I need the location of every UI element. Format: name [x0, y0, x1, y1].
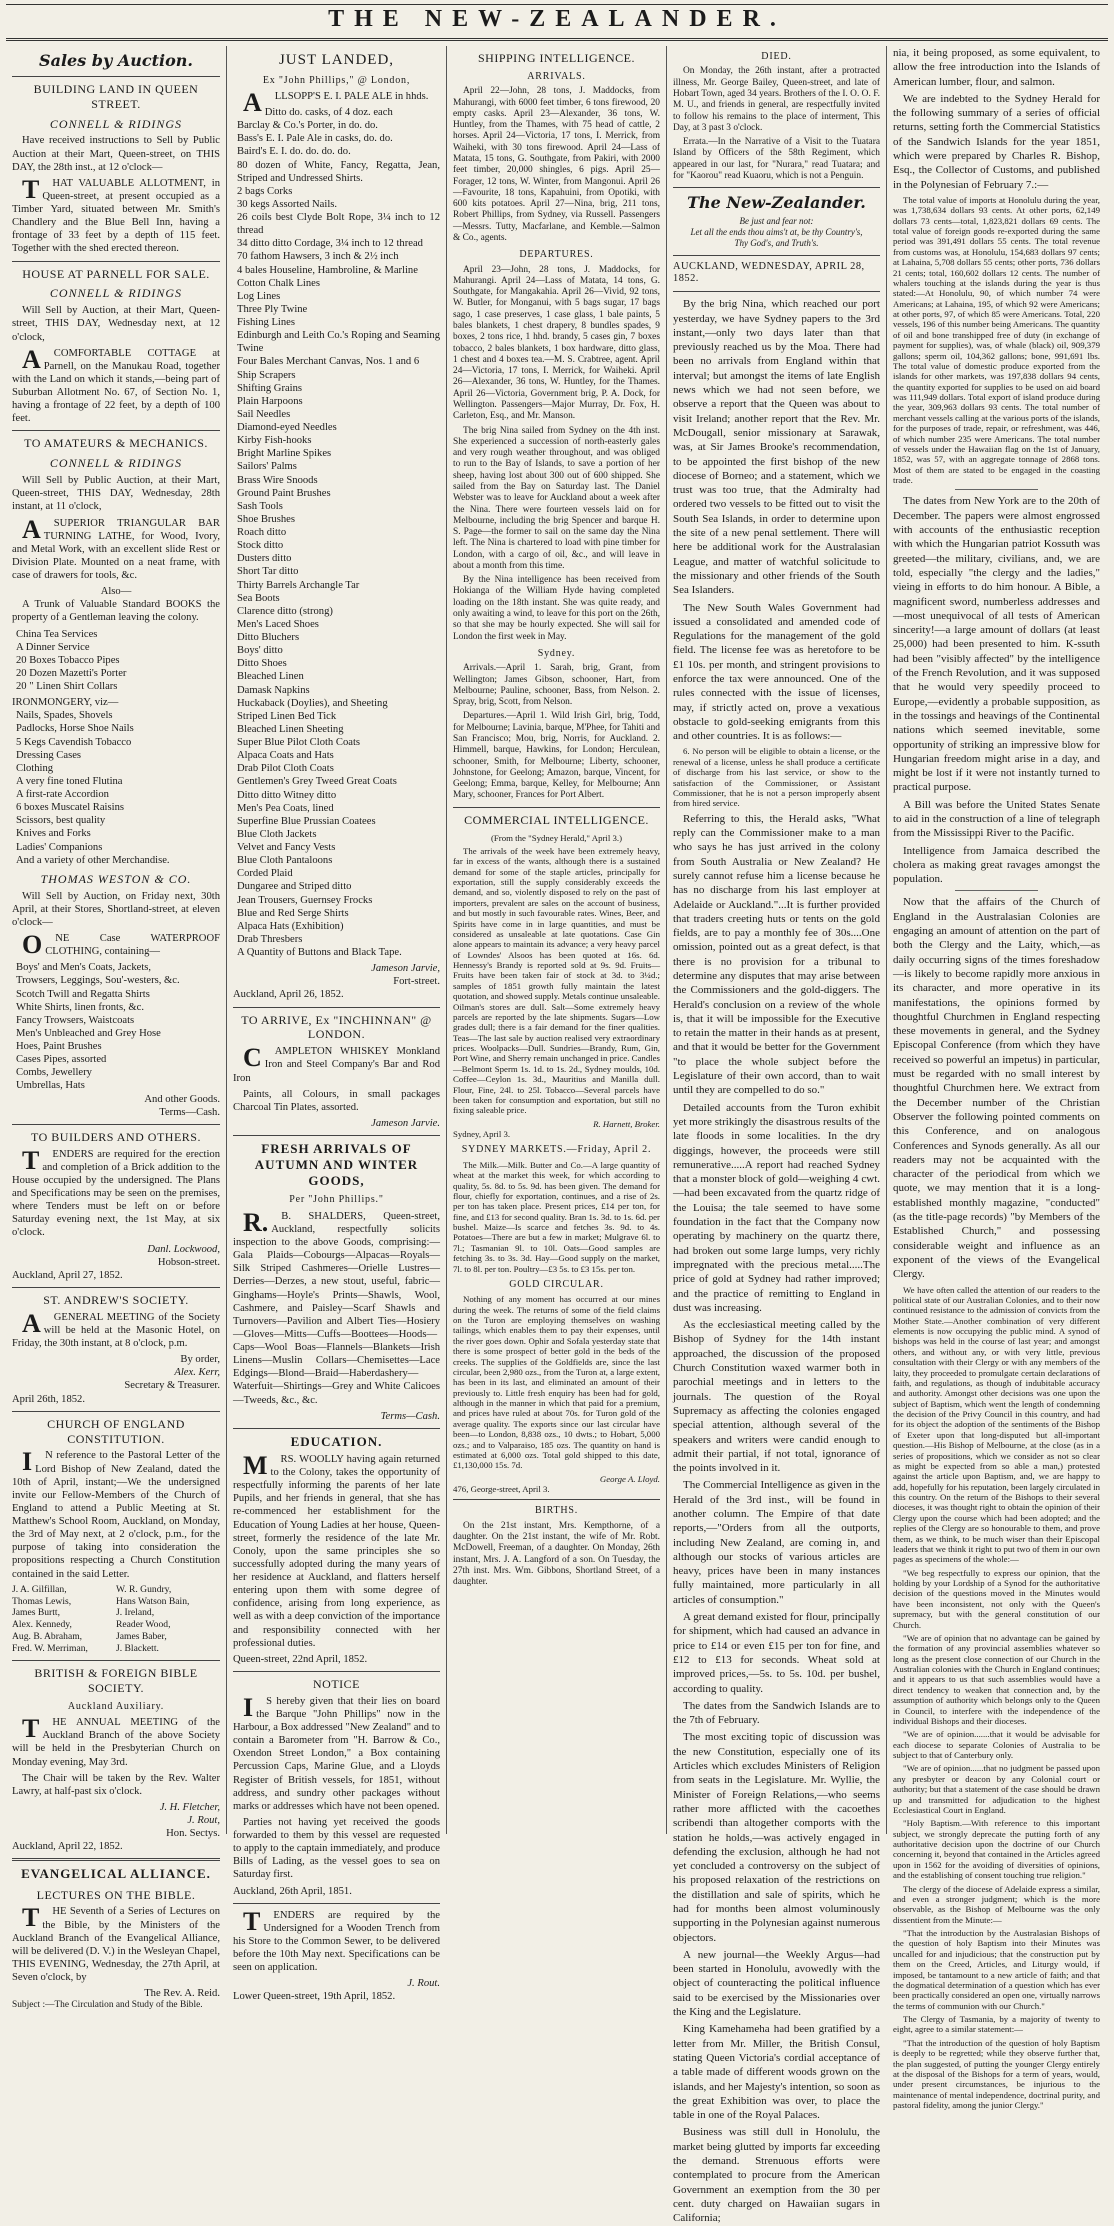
column-1	[6, 46, 226, 2011]
lathe-text: ASUPERIOR TRIANGULAR BAR TURNING LATHE, for Wood, Ivory, and Metal Work, with an excellent slide Rest or Division Plate. Mounted on a neat frame, with case of drawers for tools, &c.	[12, 514, 220, 582]
signature: R. Harnett, Broker.	[593, 1118, 660, 1129]
statistics-text: The total value of imports at Honolulu during the year, was 1,738,634 dollars 93 cents. At other ports, 62,149 dollars 73 cents—total, 1,823,821 dollars 69 cents. The total value of foreign goods re-exported during the same period was 391,491 dollars 55 cents. The total revenue from customs was, at Honolulu, 154,683 dollars 97 cents; at Lahaina, 5,708 dollars 55 cents; other ports, 736 dollars 21 cents; total, 160,602 dollars 12 cents. The number of whalers touching at the islands during the year is thus stated:—At Honolulu, 90, of which number 74 were Americans; at Lahaina, 195, of which 92 were Americans; at other ports, 97, of which 85 were Americans. Total, 220 vessels, 196 of this number being Americans. The quantity of oil and bone transhipped free of duty (in exchange of payment for supplies), was, of whale (black) oil, 909,379 gallons; sperm oil, 104,362 gallons; bone, 991,691 lbs. The total value of domestic produce exported from the islands for other markets, was 197,838 dollars 94 cents, the quantity exported for supplies to be used on aid board was 111,949 dollars. Total export of island produce during the year, 309,963 dollars 93 cents. The total number of merchant vessels calling at the various ports of the islands, for the purposes of trade, repair, or refreshment, was 446, of which number 235 were Americans. The total number of vessels under the Hawaiian flag on the 1st of January, 1852, was 57, with an aggregate tonnage of 2868 tons. Most of them are stated to be engaged in the coasting trade.	[893, 194, 1100, 486]
list-item: Log Lines	[237, 290, 281, 302]
leader-paragraph: The most exciting topic of discussion was the new Constitution, especially one of its Articles which excludes Ministers of Religion from seats in the Legislature. Mr. Wyllie, the Minister of Foreign Relations,—who seems rather more afflicted with the cacoethes scribendi than altogether comports with the station he holds,—was actively engaged in defending the exclusion, although he had not yet concluded a controversy on the subject of his proposed relaxation of the restrictions on the distillation and sale of spirits, which he had for months been almost voluminously supporting in the Polynesian against numerous objectors.	[673, 1731, 880, 1944]
china-list	[12, 628, 220, 694]
list-item: Men's Unbleached and Grey Hose	[16, 1027, 161, 1039]
lectures-heading: LECTURES ON THE BIBLE.	[36, 1887, 196, 1902]
signature-title: Secretary & Treasurer.	[124, 1380, 220, 1392]
list-item: 30 kegs Assorted Nails.	[237, 198, 338, 210]
divider	[673, 291, 880, 292]
trunk-text: A Trunk of Valuable Standard BOOKS the property of a Gentleman leaving the colony.	[12, 599, 220, 624]
sydney-arrivals: Arrivals.—April 1. Sarah, brig, Grant, from Wellington; James Gibson, schooner, Hart, from Melbourne; Pauline, schooner, Bass, from Nelson. 2. Spray, brig, Scott, from Nelson.	[453, 663, 660, 708]
signatory: James Burtt,	[12, 1607, 60, 1619]
leader-paragraph: The New South Wales Government had issued a consolidated and amended code of Regulations for the management of the gold field. The license fee was as heretofore to be £1 10s. per month, and stringent provisions to enforce the tax were announced. One of the rules connected with the issue of licenses, may, if strictly acted on, prove a vexatious obstacle to gold-seeking emigrants from this and other countries. It is as follows:—	[673, 601, 880, 743]
gold-text: Nothing of any moment has occurred at our mines during the week. The returns of some of the field claims on the Turon are employing themselves on washing tailings, which enables them to pay their expenses, until the river goes down. Ophir and Sofala yesterday state that there is some prospect of better gold in the beds of the creeks. The supplies of the Goldfields are, since the last circular, been 2,980 ozs., from the Turon at, a large extent, has been in its last, and eliminated an amount of their previously to. Little fresh enquiry has been had for gold, although in the manner in which that paid for a premium, and prices have ruled at about 70s. for Turon gold of the average quality. The exports since our last circular have been—to London, 8,838 ozs., 10 dwts.; to Hobart, 5,000 ozs.; and to Valparaiso, 185 ozs. The quantity on hand is estimated at 6,000 ozs. Total gold shipped to this date, £1,130,000 15s. 7d.	[453, 1294, 660, 1471]
address: Hobson-street.	[157, 1256, 220, 1268]
divider	[673, 187, 880, 188]
died-heading: DIED.	[761, 51, 792, 62]
arrive-heading: TO ARRIVE, Ex "INCHINNAN" @ LONDON.	[241, 1012, 432, 1042]
motto-line: Thy God's, and Truth's.	[734, 238, 819, 249]
leader-paragraph: The dates from the Sandwich Islands are to the 7th of February.	[673, 1699, 880, 1727]
builders-text: TENDERS are required for the erection and completion of a Brick addition to the House occupied by the undersigned. The Plans and Specifications may be seen on the premises, where Tenders must be left on or before Saturday evening next, the 1st May, at six o'clock.	[12, 1145, 220, 1239]
list-item: Knives and Forks	[16, 828, 91, 840]
list-item: Corded Plaid	[237, 868, 293, 880]
bible-chair-text: The Chair will be taken by the Rev. Walter Lawry, at half-past six o'clock.	[12, 1772, 220, 1797]
goods-list	[233, 106, 440, 959]
auctioneer-name: CONNELL & RIDINGS	[49, 286, 183, 301]
list-item: Ship Scrapers	[237, 369, 296, 381]
list-item: Sash Tools	[237, 500, 283, 512]
divider	[233, 1135, 440, 1136]
signatory: Reader Wood,	[116, 1619, 171, 1631]
dateline: Queen-street, 22nd April, 1852.	[233, 1653, 368, 1665]
signatory: James Baber,	[116, 1631, 167, 1643]
list-item: Sail Needles	[237, 408, 291, 420]
standrews-text: AGENERAL MEETING of the Society will be held at the Masonic Hotel, on Friday, the 30th instant, at 8 o'clock, p.m.	[12, 1308, 220, 1350]
leader-paragraph: A Bill was before the United States Senate to aid in the construction of a line of telegraph from the Mississippi River to the Pacific.	[893, 798, 1100, 840]
list-item: Alpaca Hats (Exhibition)	[237, 920, 344, 932]
list-item: Kirby Fish-hooks	[237, 435, 312, 447]
list-item: China Tea Services	[16, 628, 98, 640]
list-item: Blue and Red Serge Shirts	[237, 907, 349, 919]
list-item: Stock ditto	[237, 540, 284, 552]
weston-heading: THOMAS WESTON & CO.	[40, 871, 192, 886]
signature: J. Rout,	[187, 1815, 220, 1827]
signature: Jameson Jarvie.	[371, 1117, 440, 1129]
nina-text: The brig Nina sailed from Sydney on the 4th inst. She experienced a succession of north-easterly gales and very rough weather throughout, and was obliged to run to the Bay of Islands, to save a portion of her sheep, having lost about 300 out of 600 shipped. She sailed from the Bay on Saturday last. The Daniel Webster was to leave for Auckland about a week after the Nina. There were fourteen vessels laid on for Melbourne, including the brig Spencer and barque H. S. Page—the former to sail on the same day the Nina left. The Nina is chartered to load with pine timber for London, with a cargo of oil, &c., and will leave in about a month from this time.	[453, 425, 660, 571]
signature-title: Hon. Sectys.	[166, 1828, 220, 1840]
list-item: 70 fathom Hawsers, 3 inch & 2½ inch	[237, 251, 399, 263]
list-item: Four Bales Merchant Canvas, Nos. 1 and 6	[237, 356, 420, 368]
nameplate: The New-Zealander.	[687, 193, 866, 213]
leader-paragraph: nia, it being proposed, as some equivalent, to allow the free introduction into the Islands of American lumber, flour, and salmon.	[893, 47, 1100, 88]
list-item: A first-rate Accordion	[16, 789, 109, 801]
list-item: 26 coils best Clyde Bolt Rope, 3¼ inch to 12 thread	[237, 212, 440, 237]
quoted-text: "We are of opinion......that no judgment be passed upon any presbyter or deacon by any Colonial court or authority; but that a statement of the case should be drawn up and transmitted for adjudication to the highest Ecclesiastical Court in England.	[893, 1763, 1100, 1815]
paints-text: Paints, all Colours, in small packages Charcoal Tin Plates, assorted.	[233, 1088, 440, 1113]
departures-text: April 23—John, 28 tons, J. Maddocks, for Mahurangi. April 24—Lass of Matata, 14 tons, G. Southgate, for Mangakahia. April 26—Vivid, 92 tons, W. Butler, for Monganui, with 5 bags sugar, 17 bags sago, 1 case preserves, 1 case glass, 1 bale paints, 5 bales blankets, 1 chest drapery, 8 bundles spades, 9 boxes, 2 tons rice, 1 hhd. brandy, 5 cases gin, 7 boxes tobacco, 2 bales blankets, 1 box hardware, ditto glass, 1 chest and 4 boxes tea.—M. S. Crabtree, agent. April 24—Victoria, 17 tons, I. Merrick, for Waiheki. April 26—Alexander, 36 tons, W. Huntley, for the Thames. April 26—Victoria, Government brig, P. A. Dock, for Wellington. Passengers—Major Murray, Dr. Fox, H. Carleton, Esq., and Mr. Manson.	[453, 264, 660, 422]
signatory: Hans Watson Bain,	[116, 1595, 190, 1607]
signature: Jameson Jarvie,	[371, 963, 440, 975]
leader-paragraph: Now that the affairs of the Church of England in the Australasian Colonies are engaging an amount of attention on the part of both the Clergy and the Laity, which,—as daily occurring signs of the times foreshadow—is likely to become rapidly more anxious in its character, and more operative in its manifestations, the opinions formed by thoughtful Churchmen in England respecting these movements in general, and the Sydney Episcopal Conference (from which they have received so powerful an impetus) in particular, must be regarded with no small interest by thoughtful Churchmen here. We extract from the December number of the Christian Observer the following pointed comments on this Conference, and on analogous Conferences and Synods generally. As all our readers may not be acquainted with the character of the periodical from which we quote, we may mention that it is a long-established monthly magazine, "conducted" (as the title-page records) "by Members of the Established Church," and possessing considerable weight and influence as an exponent of the views of the Evangelical Clergy.	[893, 896, 1100, 1281]
quoted-text: The clergy of the diocese of Adelaide express a similar, and even a stronger judgment; which is the more observable, as the Bishop of Melbourne was the only dissentient from the Minute:—	[893, 1883, 1100, 1925]
building-land-text: Have received instructions to Sell by Public Auction at their Mart, Queen-street, on THIS DAY, the 28th inst., at 12 o'clock—	[12, 135, 220, 173]
leader-paragraph: Detailed accounts from the Turon exhibit yet more strikingly the disastrous results of the late floods in some localities. In the dry diggings, however, the proceeds were still remunerative.....A report had reached Sydney that a monster block of gold—weighing 4 cwt.—had been excavated from the quartz ridge of the Louisa; the tale seemed to have some foundation in the fact that the Company now operating by machinery on the quartz there, had broken out some large lumps, very richly impregnated with the precious metal.....The price of gold at Sydney had rather improved; and the practice of remitting to England in dust was increasing.	[673, 1101, 880, 1314]
leader-paragraph: King Kamehameha had been gratified by a letter from Mr. Miller, the British Consul, stating Queen Victoria's cordial acceptance of a table made of different woods grown on the islands, and her Majesty's intention, so soon as the great Exhibition was over, to place the table in one of the Royal Palaces.	[673, 2023, 880, 2122]
list-item: Bass's E. I. Pale Ale in casks, do. do.	[237, 133, 393, 145]
commercial-heading: COMMERCIAL INTELLIGENCE.	[464, 812, 649, 827]
allotment-text: THAT VALUABLE ALLOTMENT, in Queen-street, at present occupied as a Timber Yard, situated between Mr. Smith's Chandlery and the Blue Bell Inn, having a frontage of 33 feet by a depth of 115 feet. Together with the shed erected thereon.	[12, 174, 220, 255]
list-item: Gentlemen's Grey Tweed Great Coats	[237, 776, 397, 788]
signatory: J. Ireland,	[116, 1607, 155, 1619]
list-item: Padlocks, Horse Shoe Nails	[16, 723, 134, 735]
landed-heading: JUST LANDED,	[278, 52, 395, 68]
motto-line: Let all the ends thou aims't at, be thy Country's,	[690, 227, 863, 238]
address: Fort-street.	[393, 976, 440, 988]
whiskey-text: CAMPLETON WHISKEY Monkland Iron and Steel Company's Bar and Rod Iron	[233, 1043, 440, 1084]
divider	[673, 255, 880, 256]
list-item: 5 Kegs Cavendish Tobacco	[16, 736, 132, 748]
divider	[12, 76, 220, 77]
list-item: Bleached Linen	[237, 671, 304, 683]
births-heading: BIRTHS.	[534, 1505, 579, 1517]
list-item: A Quantity of Buttons and Black Tape.	[237, 947, 402, 959]
quoted-text: "That the introduction by the Australasian Bishops of the question of holy Baptism into their Minutes was uncalled for and injudicious; that the construction put by them on the Creed, Articles, and Liturgy would, if imposed, be tantamount to a new article of faith; and that the dogmatical determination of a question which has ever been practically considered an open one, virtually narrows the terms of communion with our Church."	[893, 1928, 1100, 2011]
sales-heading: Sales by Auction.	[39, 51, 193, 70]
leader-paragraph: Business was still dull in Honolulu, the market being glutted by imports far exceeding the demand. Strenuous efforts were contemplated to procure from the American Government an exemption from the 30 per cent. duty charged on Hawaiian sugars in California;	[673, 2126, 880, 2225]
divider	[955, 489, 1038, 490]
list-item: Plain Harpoons	[237, 395, 303, 407]
list-item: Clothing	[16, 762, 54, 774]
list-item: Cases Pipes, assorted	[16, 1054, 107, 1066]
list-item: Fishing Lines	[237, 317, 295, 329]
signatory: Thomas Lewis,	[12, 1595, 72, 1607]
list-item: And a variety of other Merchandise.	[16, 854, 170, 866]
list-item: Ditto do. casks, of 4 doz. each	[264, 107, 393, 119]
list-item: Roach ditto	[237, 527, 287, 539]
list-item: Umbrellas, Hats	[16, 1080, 85, 1092]
list-item: And other Goods.	[144, 1093, 220, 1105]
commercial-source: (From the "Sydney Herald," April 3.)	[490, 832, 623, 843]
list-item: Super Blue Pilot Cloth Coats	[237, 737, 361, 749]
column-5	[886, 46, 1106, 2110]
builders-heading: TO BUILDERS AND OTHERS.	[31, 1129, 201, 1144]
also-label: Also—	[100, 586, 132, 598]
divider	[12, 1124, 220, 1125]
masthead	[0, 0, 1114, 44]
list-item: Clarence ditto (strong)	[237, 605, 333, 617]
leader-paragraph: By the brig Nina, which reached our port yesterday, we have Sydney papers to the 3rd instant,—only two days later than that previously reached us by the Moa. There had been no arrivals from England within that interval; but amongst the items of late English news which we had not seen before, we observe a report that the Queen was about to visit Ireland; another report that the Rev. Mr. McDougall, senior missionary at Sarawak, was, at Sir James Brooke's recommendation, to be appointed the first bishop of the new diocese of Borneo; and a statement, which we trust was too true, that the Admiralty had ordered two vessels to be fitted out to visit the South Sea Islands, in order to determine upon the site of a new penal settlement. There will here be additional work for the Australasian League, and matter of watchful solicitude to the missionary and other friends of the South Sea Islanders.	[673, 298, 880, 597]
arrivals-text: April 22—John, 28 tons, J. Maddocks, from Mahurangi, with 6000 feet timber, 6 tons firewood, 20 empty casks. April 23—Alexander, 36 tons, W. Huntley, from the Thames, with 75 head of cattle, 2 horses. April 24—Victoria, 17 tons, I. Merrick, from Waiheki, with 30 tons firewood. April 24—Lass of Matata, 15 tons, G. Southgate, from Pakiri, with 2000 feet timber, 20,000 shingles, 6 pigs. April 25—Forager, 12 tons, W. Winter, from Mangonui. April 26—Favourite, 18 tons, Kapahuini, from Opotiki, with 600 kits potatoes. April 27—Nina, brig, 211 tons, Robert Phillips, from Sydney, via Russell. Passengers—Messrs. Tutty, Macfarlane, and Kemble.—Salmon & Co., agents.	[453, 86, 660, 243]
commercial-text: The arrivals of the week have been extremely heavy, far in excess of the wants, although there is a sustained demand for some of the staple articles, principally for exportation, still the supply considerably exceeds the demand, and so, violently disposed to rely on the past of importers, prevalent are sales on the account of business, and but mostly in such favourable rates. Wines, Beer, and Spirits have come in in large quantities, and must be considered as unsaleable at late quotations. Case Gin alone appears to maintain its advance; a very heavy parcel of Lowndes' Alsoos has been quoted at 16s. 6d. Hennessy's Brandy is reported sold at 9s. 9d. Fruits—Fruits have been taken fair of stock at 3d. to 3¼d.; samples of 1851 growth fully maintain the latest quotation, and showed supply. Metals continue unsaleable. Oilman's stores are dull. Salt—Some extremely heavy parcels are reported by the late shipments. Sugars—Low grades dull; there is a fair demand for the finer qualities. Teas—The last sale by auction realised very extraordinary prices. Woolpacks—Dull. Sundries—Brandy, Rum, Gin, Port Wine, and Sherry remain unchanged in price. Candles—Belmont Sperm 1s. 1d. to 1s. 2d., Sydney moulds, 10d. Coffee—Ceylon 1s. 3d., Mauritius and Manilla dull. Flour, Fine, 24l. to 25l. Tobacco—Several parcels have been taken for consumption and exportation, but still no fixing saleable price.	[453, 845, 660, 1116]
auctioneer-name: CONNELL & RIDINGS	[49, 116, 183, 131]
divider	[453, 807, 660, 808]
list-item: Alpaca Coats and Hats	[237, 750, 334, 762]
lectures-text: THE Seventh of a Series of Lectures on the Bible, by the Ministers of the Auckland Branch of the Evangelical Alliance, will be delivered (D. V.) in the Wesleyan Chapel, THIS EVENING, Wednesday, the 27th April, at Seven o'clock, by	[12, 1903, 220, 1984]
divider	[12, 1858, 220, 1861]
leader-paragraph: A great demand existed for flour, principally for shipment, which had caused an advance in price to £14 or even £15 per ton for fine, and £12 to £13 for seconds. Wheat sold at improved prices,—5s. to 5s. 10d. per bushel, according to quality.	[673, 1611, 880, 1695]
quoted-text: "We beg respectfully to express our opinion, that the holding by your Lordship of a Synod for the authoritative decision of the questions moved in the Minutes would have been inconsistent, not only with the Queen's supremacy, but with the general constitution of our Church.	[893, 1567, 1100, 1630]
divider	[233, 1671, 440, 1672]
list-item: Ditto ditto Witney ditto	[237, 789, 337, 801]
list-item: Men's Pea Coats, lined	[237, 802, 334, 814]
landed-ex: Ex "John Phillips," @ London,	[262, 74, 411, 86]
by-order: By order,	[180, 1354, 220, 1366]
quoted-text: "We are of opinion.......that it would be advisable for each diocese to separate Colonies of Australia to be subject to that of Canterbury only.	[893, 1729, 1100, 1760]
divider	[233, 1428, 440, 1429]
list-item: Nails, Spades, Shovels	[16, 710, 113, 722]
list-item: Bright Marline Spikes	[237, 448, 332, 460]
list-item: Brass Wire Snoods	[237, 474, 318, 486]
amateurs-heading: TO AMATEURS & MECHANICS.	[24, 436, 208, 451]
list-item: Dressing Cases	[16, 749, 82, 761]
notice-text-2: Parties not having yet received the goods forwarded to them by this vessel are requested to apply to the captain immediately, and produce Bills of Lading, as the vessel goes to sea on Saturday first.	[233, 1816, 440, 1881]
list-item: Huckaback (Doylies), and Sheeting	[237, 697, 388, 709]
signatory: W. R. Gundry,	[116, 1583, 172, 1595]
dateline: Sydney, April 3.	[453, 1129, 511, 1140]
list-item: Hoes, Paint Brushes	[16, 1041, 102, 1053]
church-heading: CHURCH OF ENGLAND CONSTITUTION.	[47, 1416, 185, 1446]
leader-paragraph: The Commercial Intelligence as given in the Herald of the 3rd inst., will be found in another column. The Empire of that date reports,—"Orders from all the outports, including New Zealand, are coming in, and although our stocks of various articles are heavy, prices have been in many instances fully maintained, more particularly in all articles of consumption."	[673, 1479, 880, 1606]
died-text: On Monday, the 26th instant, after a protracted illness, Mr. George Bailey, Queen-street, and late of Hobart Town, aged 34 years. Brothers of the I. O. O. F. M. U., and friends in general, are respectfully invited to follow his remains to the place of interment, This Day, at 3 past 3 o'clock.	[673, 66, 880, 133]
auctioneer-name: CONNELL & RIDINGS	[49, 456, 183, 471]
signature: Danl. Lockwood,	[147, 1243, 220, 1255]
divider	[955, 890, 1038, 891]
list-item: Drab Pilot Cloth Coats	[237, 763, 334, 775]
notice-text: IS hereby given that their lies on board the Barque "John Phillips" now in the Harbour, a Box addressed "New Zealand" and to contain a Barometer from "H. Barrow & Co., Oxendon Street London," a Box containing Percussion Caps, Marine Glue, and a Lloyds Register of British vessels, for 1851, without address, and sundry other packages without marks or addresses which have not been opened.	[233, 1692, 440, 1812]
ironmongery-list	[12, 709, 220, 867]
divider	[233, 1903, 440, 1904]
list-item: White Shirts, linen fronts, &c.	[16, 1001, 144, 1013]
signatory: J. Blackett.	[116, 1643, 159, 1655]
leader-rule: 6. No person will be eligible to obtain a license, or the renewal of a license, unless he shall produce a certificate of discharge from his last service, or show to the satisfaction of the Commissioner, or Assistant Commissioner, that he is not a person improperly absent from hired service.	[673, 746, 880, 809]
alliance-heading: EVANGELICAL ALLIANCE.	[21, 1866, 211, 1882]
signatory: J. A. Gilfillan,	[12, 1583, 67, 1595]
house-intro: Will Sell by Auction, at their Mart, Queen-street, THIS DAY, Wednesday next, at 12 o'clock,	[12, 305, 220, 343]
shalders-text: R.B. SHALDERS, Queen-street, Auckland, respectfully solicits inspection to the above Goods, comprising:—Gala Plaids—Cobourgs—Alpacas—Royals—Silk Striped Cashmeres—Orielle Lustres—Derries—Derzes, a new stout, useful, fabric—Ginghams—Hoyle's Prints—Shawls, Wool, Cashmere, and Paisley—Scarf Shawls and Turnovers—Pavilion and Albert Ties—Hosiery—Gloves—Mitts—Cuffs—Boottees—Hoods—Caps—Wool Boas—Flannels—Blankets—Irish Linens—Muslin Collars—Chemisettes—Lace Edgings—Blond—Braid—Haberdashery—Waterfuit—Shirtings—Grey and White Calicoes—Tweeds, &c., &c.	[233, 1207, 440, 1406]
list-item: Blue Cloth Jackets	[237, 828, 317, 840]
sydney-departures: Departures.—April 1. Wild Irish Girl, brig, Todd, for Melbourne; Lavinia, barque, M'Phee, for Tahiti and San Francisco; Mou, brig, Norris, for Auckland. 2. Himmell, barque, Hawkins, for London; Herculean, schooner, Smith, for Melbourne; Liberty, schooner, Johnstone, for Geelong; Amazon, barque, Vincent, for Geelong; Emma, barque, Kelley, for Melbourne; Ann Mary, schooner, Frances for Port Albert.	[453, 711, 660, 801]
masthead-rule-bottom	[6, 38, 1108, 41]
weston-text: Will Sell by Auction, on Friday next, 30th April, at their Stores, Shortland-street, at eleven o'clock—	[12, 890, 220, 928]
leader-paragraph: As the ecclesiastical meeting called by the Bishop of Sydney for the 14th instant approached, the discussion of the proposed Church Constitution waxed warmer both in parochial meetings and in letters to the journals. The question of the Royal Supremacy as affecting the colonies engaged special attention, although several of the speakers and writers were candid enough to admit their partial, if not total, ignorance of the points involved in it.	[673, 1319, 880, 1475]
signatory: Fred. W. Merriman,	[12, 1643, 88, 1655]
amateurs-intro: Will Sell by Public Auction, at their Mart, Queen-street, THIS DAY, Wednesday, 28th instant, at 11 o'clock,	[12, 475, 220, 513]
markets-text: The Milk.—Milk. Butter and Co.—A large quantity of wheat at the market this week, for which according to quality, 5s. 8d. to 5s. 9d. has been given. The demand for flour, chiefly for exportation, continues, and a rise of 2s. per ton has taken place. Present prices, £14 per ton, for fine, and £13 for second quality. Bran 1s. 3d. to 1s. 6d. per bushel. Maize—Is scarce and fetches 3s. 9d. to 4s. Potatoes—There are but a few in market; Mulgrave 6l. to 7l.; Tasmanian 9l. to 10l. Oats—Good samples are fetching 3s. to 3s. 3d. Hay—Good supply on the market, 7l. to 8l. per ton. Poultry—£3 5s. to £3 15s. per ton.	[453, 1159, 660, 1274]
quoted-text: We have often called the attention of our readers to the political state of our Australian Colonies, and to their now continued resistance to the admission of convicts from the Mother State.—Another combination of very different elements is now occupying the public mind. A synod of bishops was held in the course of last year; and amongst others, and without any, or with very little, previous consultation with their Clergy or with any members of the laity, they proceeded to promulgate certain declarations of faith, and regulations, as though of indubitable accuracy and authority. Amongst other decisions was one upon the subject of Baptism, which went the length of condemning the decision of the Privy Council in this country, and had for its object the adoption of the sentiments of the Bishop of Exeter upon that long-disputed but all-important question.—His Bishop of Melbourne, at the close (as in a series of propositions, which we consider as not so clear as might be expected from so able a man,) protested against the article upon Baptism, and, we are happy to add, hopefully for his reputation, been largely circulated in this country. On the return of the Bishops to their several dioceses, it was thought right to obtain the opinion of their Clergy upon the course which had been adopted; and the replies of the Clergy are so honourable to them, and prove them, as we think, to be much wiser than their Episcopal leaders that we think it right to put two of them in our own pages as specimens of the whole:—	[893, 1284, 1100, 1565]
list-item: Boys' ditto	[237, 645, 283, 657]
list-item: Boys' and Men's Coats, Jackets,	[16, 962, 152, 974]
column-3	[446, 46, 666, 1834]
quoted-text: "Holy Baptism.—With reference to this important subject, we strongly deprecate the putting forth of any authoritative decision upon the doctrine of our Church concerning it, beyond that contained in the Articles agreed upon in 1562 for the avoiding of diversities of opinions, and the establishing of consent touching true religion."	[893, 1818, 1100, 1881]
errata-text: Errata.—In the Narrative of a Visit to the Tuatara Island by Officers of the 58th Regiment, which appeared in our last, for "Nurara," read Tuatara; and for "Kaorou" read Kuaoru, which is not a Penguin.	[673, 137, 880, 181]
list-item: Terms—Cash.	[159, 1106, 220, 1118]
quoted-text: The Clergy of Tasmania, by a majority of twenty to eight, agree to a similar statement:—	[893, 2014, 1100, 2035]
list-item: Blue Cloth Pantaloons	[237, 855, 333, 867]
list-item: Shoe Brushes	[237, 513, 295, 525]
building-land-heading: BUILDING LAND IN QUEEN STREET.	[33, 81, 199, 111]
list-item: Diamond-eyed Needles	[237, 422, 337, 434]
dateline: Auckland, April 26, 1852.	[233, 989, 344, 1001]
divider	[12, 1287, 220, 1288]
list-item: Jean Trousers, Guernsey Frocks	[237, 894, 373, 906]
dateline: Auckland, April 27, 1852.	[12, 1269, 123, 1281]
arrivals-heading: ARRIVALS.	[527, 70, 586, 82]
leader-paragraph: We are indebted to the Sydney Herald for the following summary of a series of official returns, setting forth the Commercial Statistics of the Sandwich Islands for the year 1851, which were prepared by Charles R. Bishop, Esq., the Collector of Customs, and published in the Polynesian of February 7.:—	[893, 92, 1100, 191]
divider	[233, 1007, 440, 1008]
markets-heading: SYDNEY MARKETS.—Friday, April 2.	[461, 1144, 652, 1156]
church-text: IN reference to the Pastoral Letter of the Lord Bishop of New Zealand, dated the 10th of April, instant;—We the undersigned invite our Fellow-Members of the Church of England to attend a Public Meeting at St. Matthew's School Room, Auckland, on Monday, the 3rd of May next, at 2 o'clock, p.m., for the purpose of taking into consideration the propositions respecting a Church Constitution contained in the said Letter.	[12, 1447, 220, 1580]
cottage-text: ACOMFORTABLE COTTAGE at Parnell, on the Manukau Road, together with the Land on which it stands,—being part of Suburban Allotment No. 67, of Section No. 1, having a frontage of 22 feet, by a depth of 100 feet.	[12, 344, 220, 425]
signature: George A. Lloyd.	[599, 1473, 660, 1484]
leader-paragraph: Intelligence from Jamaica described the cholera as making great ravages amongst the population.	[893, 844, 1100, 886]
list-item: Men's Laced Shoes	[237, 618, 319, 630]
column-2	[226, 46, 446, 2003]
list-item: 2 bags Corks	[237, 185, 293, 197]
bible-text: THE ANNUAL MEETING of the Auckland Branch of the above Society will be held in the Presbyterian Church on Monday evening, May 3rd.	[12, 1714, 220, 1768]
column-4	[666, 46, 886, 2225]
list-item: 20 " Linen Shirt Collars	[16, 681, 118, 693]
columns	[6, 46, 1108, 2225]
leader-paragraph: The dates from New York are to the 20th of December. The papers were almost engrossed with accounts of the enthusiastic reception with which the Hungarian patriot Kossuth was greeted—the military, civilians, and, we are told, especially "the clergy and the ladies," vieing in efforts to do him honour. A Bible, a magnificent sword, numberless addresses and—most unequivocal of all tests of American sincerity!—a large amount of dollars (at least 25,000) had been presented to him. K-ssuth had been "visibly affected" by the intelligence of the French Revolution, and it was supposed that he would very speedily proceed to Europe,—evidently a probable supposition, as in the tossings and heavings of the Continental nations which seemed inevitable, some opportunity of striking an impressive blow for Hungarian freedom might arise in a day, and might be lost if it were not instantly turned to practical purpose.	[893, 495, 1100, 794]
list-item: Combs, Jewellery	[16, 1067, 92, 1079]
masthead-title: THE NEW-ZEALANDER.	[328, 6, 786, 32]
list-item: Sailors' Palms	[237, 461, 297, 473]
quoted-text: "We are of opinion that no advantage can be gained by the formation of any provincial assemblies whatever so long as the present close connection of our Church in the Australian colonies with the Church in England continues; and it appears to us that such assemblies would have a direct tendency to weaken that connection and, by the assumption of authority which belongs only to the Queen in Council, to interfere with the independence of the individual Bishops and their dioceses.	[893, 1632, 1100, 1726]
divider	[12, 261, 220, 262]
list-item: Scissors, best quality	[16, 815, 106, 827]
list-item: Cotton Chalk Lines	[237, 277, 320, 289]
list-item: Three Ply Twine	[237, 303, 308, 315]
standrews-heading: ST. ANDREW'S SOCIETY.	[43, 1292, 189, 1307]
allsopp-text: ALLSOPP'S E. I. PALE ALE in hhds.	[243, 87, 429, 117]
list-item: Barclay & Co.'s Porter, in do. do.	[237, 120, 378, 132]
sydney-heading: Sydney.	[537, 647, 576, 659]
list-item: Ditto Shoes	[237, 658, 287, 670]
bible-heading: BRITISH & FOREIGN BIBLE SOCIETY.	[34, 1666, 198, 1695]
house-heading: HOUSE AT PARNELL FOR SALE.	[22, 266, 210, 281]
list-item: Shifting Grains	[237, 382, 303, 394]
lecture-subject: Subject :—The Circulation and Study of the Bible.	[12, 2000, 203, 2011]
list-item: Baird's E. I. do. do. do. do.	[237, 146, 351, 158]
list-item: Ladies' Companions	[16, 841, 103, 853]
dateline: 476, George-street, April 3.	[453, 1484, 550, 1495]
divider	[12, 1660, 220, 1661]
list-item: Edinburgh and Leith Co.'s Roping and Seaming Twine	[237, 330, 440, 355]
tenders-text: TENDERS are required by the Undersigned for a Wooden Trench from his Store to the Common Sewer, to be delivered before the 10th May next. Specifications can be seen on application.	[233, 1906, 440, 1974]
divider	[12, 430, 220, 431]
list-item: A very fine toned Flutina	[16, 775, 123, 787]
gold-heading: GOLD CIRCULAR.	[509, 1278, 604, 1290]
signature: J. Rout.	[407, 1978, 440, 1990]
leader-paragraph: Referring to this, the Herald asks, "What reply can the Commissioner make to a man who says he has just arrived in the colony from South Australia or New Zealand? He surely cannot refuse him a license because he has no discharge from his last employer at Adelaide or Auckland."...It is further provided that traders creeting huts or tents on the gold fields, are to pay a monthly fee of 30s....One omission, pointed out as a great defect, is that there is no provision for a tribunal to determine any disputes that may arise between the Commissioners and the gold-diggers. The Herald's conclusion on a review of the whole is, that it will be impossible for the Executive to retain the matter in their hands as at present, and that it would be better for the Government "to place the whole subject before the Legislature of their own accord, than to wait until they are compelled to do so."	[673, 812, 880, 1097]
waterproof-text: ONE Case WATERPROOF CLOTHING, containing—	[22, 930, 220, 960]
list-item: Dusters ditto	[237, 553, 292, 565]
list-item: Thirty Barrels Archangle Tar	[237, 579, 360, 591]
signatory: Alex. Kennedy,	[12, 1619, 72, 1631]
list-item: Ditto Bluchers	[237, 632, 300, 644]
divider	[453, 1499, 660, 1500]
list-item: Trowsers, Leggings, Sou'-westers, &c.	[16, 975, 180, 987]
masthead-rule-top	[6, 4, 1108, 5]
births-text: On the 21st instant, Mrs. Kempthorne, of a daughter. On the 21st instant, the wife of Mr. Robt. McDowell, Freeman, of a daughter. On Monday, 26th instant, Mrs. J. A. Langford of a son. On Tuesday, the 27th inst. Mrs. Wm. Gibbons, Shortland Street, of a daughter.	[453, 1520, 660, 1588]
signature: J. H. Fletcher,	[159, 1801, 220, 1813]
fresh-arrivals-per: Per "John Phillips."	[289, 1194, 384, 1206]
shipping-heading: SHIPPING INTELLIGENCE.	[478, 51, 635, 65]
signatory: Aug. B. Abraham,	[12, 1631, 83, 1643]
terms: Terms—Cash.	[380, 1410, 440, 1422]
list-item: 4 bales Houseline, Hambroline, & Marline	[237, 264, 418, 276]
list-item: Damask Napkins	[237, 684, 310, 696]
bible-subheading: Auckland Auxiliary.	[67, 1700, 165, 1712]
list-item: Drab Thresbers	[237, 933, 303, 945]
woolly-text: MRS. WOOLLY having again returned to the Colony, takes the opportunity of respectfully informing the parents of her late Pupils, and her friends in general, that she has re-commenced her establishment for the Education of Young Ladies at her house, Queen-street, formerly the residence of the late Mr. Conoly, upon the same principles she so successfully adopted during the many years of her residence at Auckland, and flatters herself entering upon them with some degree of confidence, arising from long experience, as well as with a deep conviction of the importance and responsibility connected with her professional duties.	[233, 1450, 440, 1649]
dateline: Auckland, April 22, 1852.	[12, 1841, 123, 1853]
divider	[12, 1411, 220, 1412]
list-item: A Dinner Service	[16, 641, 90, 653]
education-heading: EDUCATION.	[290, 1433, 383, 1449]
notice-heading: NOTICE	[313, 1676, 360, 1691]
fresh-arrivals-heading: FRESH ARRIVALS OF AUTUMN AND WINTER GOODS,	[254, 1141, 419, 1189]
list-item: 20 Dozen Mazetti's Porter	[16, 667, 127, 679]
issue-dateline: AUCKLAND, WEDNESDAY, APRIL 28, 1852.	[673, 260, 865, 285]
lecturer: The Rev. A. Reid.	[144, 1988, 220, 2000]
dateline: Lower Queen-street, 19th April, 1852.	[233, 1991, 396, 2003]
list-item: Striped Linen Bed Tick	[237, 710, 337, 722]
dateline: April 26th, 1852.	[12, 1393, 85, 1405]
list-item: 20 Boxes Tobacco Pipes	[16, 654, 120, 666]
departures-heading: DEPARTURES.	[519, 249, 594, 261]
ironmongery-label: IRONMONGERY, viz—	[12, 697, 119, 709]
list-item: Dungaree and Striped ditto	[237, 881, 352, 893]
list-item: Bleached Linen Sheeting	[237, 723, 344, 735]
list-item: Velvet and Fancy Vests	[237, 842, 336, 854]
list-item: Sea Boots	[237, 592, 280, 604]
list-item: Fancy Trowsers, Waistcoats	[16, 1014, 135, 1026]
waterproof-list	[12, 961, 220, 1119]
list-item: Short Tar ditto	[237, 566, 299, 578]
quoted-text: "That the introduction of the question of holy Baptism is deeply to be regretted; while they observe further that, the plan suggested, of putting the younger Clergy entirely at the disposal of the Bishops for a term of years, would, under present circumstances, be injurious to the maintenance of mental independence, doctrinal purity, and pastoral fidelity, among the junior Clergy."	[893, 2037, 1100, 2110]
signature: Alex. Kerr,	[174, 1367, 220, 1379]
list-item: Scotch Twill and Regatta Shirts	[16, 988, 150, 1000]
list-item: 34 ditto ditto Cordage, 3¼ inch to 12 thread	[237, 238, 423, 250]
leader-paragraph: A new journal—the Weekly Argus—had been started in Honolulu, avowedly with the object of counteracting the political influence said to be exercised by the Missionaries over the King and the Legislature.	[673, 1948, 880, 2019]
nina-text-2: By the Nina intelligence has been received from Hokianga of the William Hyde having completed loading on the 18th instant. She was quite ready, and only awaiting a wind, to leave for this port on the 26th, so that she may be hourly expected. She will sail for London the first week in May.	[453, 575, 660, 642]
motto-line: Be just and fear not:	[739, 216, 814, 227]
list-item: Superfine Blue Prussian Coatees	[237, 815, 376, 827]
list-item: Ground Paint Brushes	[237, 487, 331, 499]
list-item: 80 dozen of White, Fancy, Regatta, Jean, Striped and Undressed Shirts.	[237, 159, 440, 184]
dateline: Auckland, 26th April, 1851.	[233, 1885, 352, 1897]
list-item: 6 boxes Muscatel Raisins	[16, 802, 124, 814]
signatories	[12, 1584, 220, 1655]
